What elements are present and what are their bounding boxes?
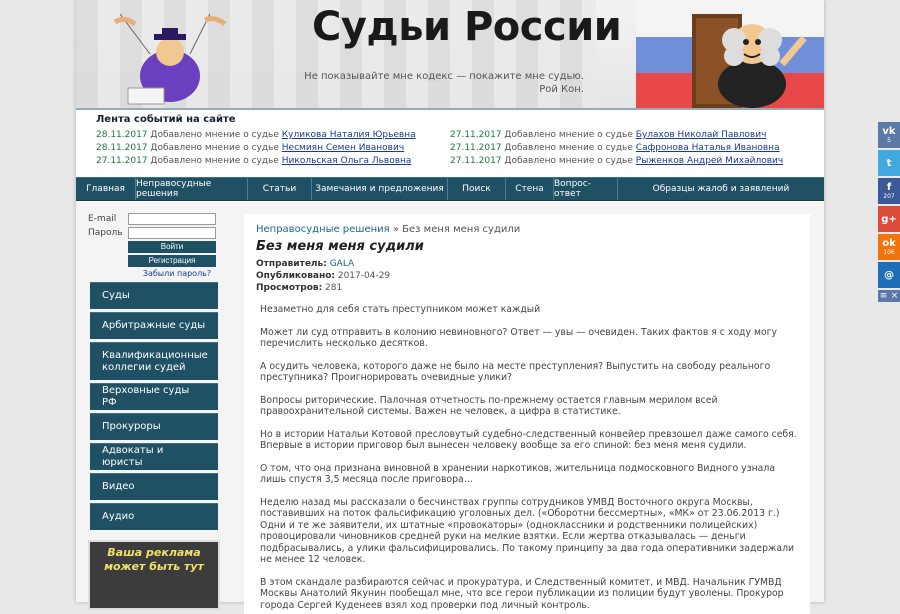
- page: [76, 0, 824, 611]
- header-divider: [76, 108, 824, 110]
- menu-item-supreme-courts[interactable]: Верховные суды РФ: [90, 383, 218, 410]
- login-button[interactable]: Войти: [128, 241, 216, 253]
- menu-item-video[interactable]: Видео: [90, 473, 218, 500]
- feed-action: Добавлено мнение о судье: [504, 156, 633, 166]
- feed-item: [96, 129, 450, 142]
- ad-line1: Ваша реклама: [107, 546, 201, 559]
- nav-complaint-templates[interactable]: Образцы жалоб и заявлений: [652, 184, 790, 194]
- article-paragraph: В этом скандале разбираются сейчас и прокуратура, и Следственный комитет, и МВД. Начальник ГУМВД Москвы Анатолий Якунин пообещал мне, что все герои публикации из полиции будут уволены. Прокурор города Сергей Куденеев взял ход проверки под личный контроль.: [260, 576, 784, 611]
- events-feed: [96, 114, 816, 168]
- menu-item-audio[interactable]: Аудио: [90, 503, 218, 530]
- article: [244, 214, 810, 614]
- nav-remarks[interactable]: Замечания и предложения: [312, 178, 448, 200]
- menu-item-qualification-boards[interactable]: Квалификационные коллегии судей: [90, 342, 218, 380]
- menu-item-lawyers[interactable]: Адвокаты и юристы: [90, 443, 218, 470]
- password-input[interactable]: [128, 227, 216, 239]
- googleplus-icon: g+: [881, 213, 897, 225]
- feed-judge-link[interactable]: Булахов Николай Павлович: [635, 130, 767, 140]
- published-date: 2017-04-29: [337, 271, 391, 281]
- feed-action: Добавлено мнение о судье: [150, 130, 279, 140]
- breadcrumb-current: Без меня меня судили: [402, 224, 521, 235]
- feed-date: 27.11.2017: [450, 156, 502, 166]
- feed-judge-link[interactable]: Сафронова Наталья Ивановна: [635, 143, 780, 153]
- googleplus-share-button[interactable]: [878, 206, 900, 232]
- share-count: 207: [883, 193, 895, 200]
- nav-home[interactable]: Главная: [76, 178, 136, 200]
- forgot-password-link[interactable]: Забыли пароль?: [142, 269, 212, 278]
- mail-icon: @: [884, 269, 894, 281]
- login-form: [88, 212, 228, 278]
- twitter-icon: t: [886, 157, 892, 169]
- feed-column-right: [450, 129, 804, 168]
- vk-icon: vk: [882, 126, 896, 137]
- register-button[interactable]: Регистрация: [128, 255, 216, 267]
- views-count: 281: [325, 283, 343, 293]
- header-quote: [304, 70, 584, 96]
- odnoklassniki-icon: ok: [882, 238, 896, 249]
- feed-action: Добавлено мнение о судье: [150, 143, 279, 153]
- ad-line2: может быть тут: [104, 560, 204, 573]
- vk-share-button[interactable]: [878, 122, 900, 148]
- share-count: 106: [883, 249, 895, 256]
- judge-illustration: [682, 4, 812, 108]
- sender-link[interactable]: GALA: [329, 259, 355, 269]
- published-label: Опубликовано:: [256, 271, 335, 281]
- main-nav: [76, 177, 824, 201]
- password-label: Пароль: [88, 227, 123, 238]
- nav-articles[interactable]: Статьи: [248, 178, 312, 200]
- nav-search[interactable]: Поиск: [448, 178, 506, 200]
- nav-wall[interactable]: Стена: [506, 178, 554, 200]
- feed-action: Добавлено мнение о судье: [150, 156, 279, 166]
- nav-unjust-decisions[interactable]: Неправосудные решения: [136, 178, 248, 200]
- quote-author: Рой Кон.: [539, 84, 584, 95]
- sidebar-menu: [90, 282, 218, 533]
- sidebar: [76, 202, 232, 602]
- feed-judge-link[interactable]: Рыженков Андрей Михайлович: [635, 156, 784, 166]
- article-title: Без меня меня судили: [256, 239, 424, 254]
- breadcrumb-link[interactable]: Неправосудные решения: [256, 224, 390, 235]
- article-paragraph: А осудить человека, которого даже не было на месте преступления? Выпустить на свободу реального преступника? Проигнорировать очевидные улики?: [260, 360, 771, 383]
- feed-judge-link[interactable]: Никольская Ольга Львовна: [281, 156, 412, 166]
- feed-item: [450, 155, 804, 168]
- social-bar-controls: [878, 290, 900, 302]
- facebook-share-button[interactable]: [878, 178, 900, 204]
- social-share-bar: [878, 122, 900, 302]
- site-header: [76, 0, 824, 110]
- email-input[interactable]: [128, 213, 216, 225]
- feed-judge-link[interactable]: Куликова Наталия Юрьевна: [281, 130, 416, 140]
- puppet-judge-illustration: [110, 14, 230, 106]
- email-label: E-mail: [88, 213, 117, 224]
- twitter-share-button[interactable]: [878, 150, 900, 176]
- feed-date: 28.11.2017: [96, 143, 148, 153]
- ad-banner[interactable]: [88, 540, 220, 610]
- article-paragraph: Но в истории Натальи Котовой пресловутый судебно-следственный конвейер превзошел даже самого себя. Впервые в истории приговор был вынесен человеку вообще за его спиной: без меня меня судили.: [260, 428, 797, 451]
- quote-text: Не показывайте мне кодекс — покажите мне судью.: [304, 71, 584, 82]
- feed-item: [96, 155, 450, 168]
- article-body: [256, 304, 798, 611]
- mail-share-button[interactable]: [878, 262, 900, 288]
- nav-qa[interactable]: Вопрос-ответ: [554, 178, 618, 200]
- feed-date: 27.11.2017: [450, 130, 502, 140]
- article-paragraph: О том, что она признана виновной в хранении наркотиков, жительница подмосковного Видного узнала лишь спустя 3,5 месяца после приговора…: [260, 462, 776, 485]
- article-paragraph: Незаметно для себя стать преступником может каждый: [260, 304, 541, 315]
- sender-label: Отправитель:: [256, 259, 327, 269]
- facebook-icon: f: [886, 182, 892, 193]
- menu-item-arbitration-courts[interactable]: Арбитражные суды: [90, 312, 218, 339]
- menu-icon[interactable]: ≡: [879, 291, 888, 301]
- feed-column-left: [96, 129, 450, 168]
- feed-date: 27.11.2017: [450, 143, 502, 153]
- site-title: Судьи России: [312, 4, 622, 50]
- close-icon[interactable]: ×: [890, 291, 899, 301]
- feed-action: Добавлено мнение о судье: [504, 130, 633, 140]
- article-paragraph: Может ли суд отправить в колонию невиновного? Ответ — увы — очевиден. Таких фактов я с ходу могу перечислить несколько десятков.: [260, 326, 778, 349]
- share-count: 5: [887, 137, 891, 144]
- breadcrumb: [256, 224, 798, 235]
- feed-judge-link[interactable]: Несмиян Семен Иванович: [281, 143, 405, 153]
- content-area: [232, 202, 824, 611]
- breadcrumb-separator: »: [392, 224, 399, 235]
- feed-date: 27.11.2017: [96, 156, 148, 166]
- article-paragraph: Неделю назад мы рассказали о бесчинствах группы сотрудников УМВД Восточного округа Москвы, поставивших на поток фальсификацию уголовных дел. («Оборотни бессмертны», «МК» от 23.06.2013 г.) Одни и те же заявители, их штатные «провокаторы» (одноклассники и родственники полицейских) провоцировали чиновников средней руки на мелкие взятки. Если жертва отказывалась — деньги подбрасывались, а улики фальсифицировались. По такому принципу за два года оперативники задержали не менее 12 человек.: [260, 496, 795, 565]
- views-label: Просмотров:: [256, 283, 323, 293]
- odnoklassniki-share-button[interactable]: [878, 234, 900, 260]
- feed-item: [450, 142, 804, 155]
- feed-action: Добавлено мнение о судье: [504, 143, 633, 153]
- feed-date: 28.11.2017: [96, 130, 148, 140]
- feed-title: Лента событий на сайте: [96, 114, 236, 125]
- article-meta: [256, 258, 798, 294]
- feed-item: [96, 142, 450, 155]
- menu-item-prosecutors[interactable]: Прокуроры: [90, 413, 218, 440]
- feed-item: [450, 129, 804, 142]
- article-paragraph: Вопросы риторические. Палочная отчетность по-прежнему остается главным мерилом всей правоохранительной системы. Важен не человек, а цифра в статистике.: [260, 394, 718, 417]
- menu-item-courts[interactable]: Суды: [90, 282, 218, 309]
